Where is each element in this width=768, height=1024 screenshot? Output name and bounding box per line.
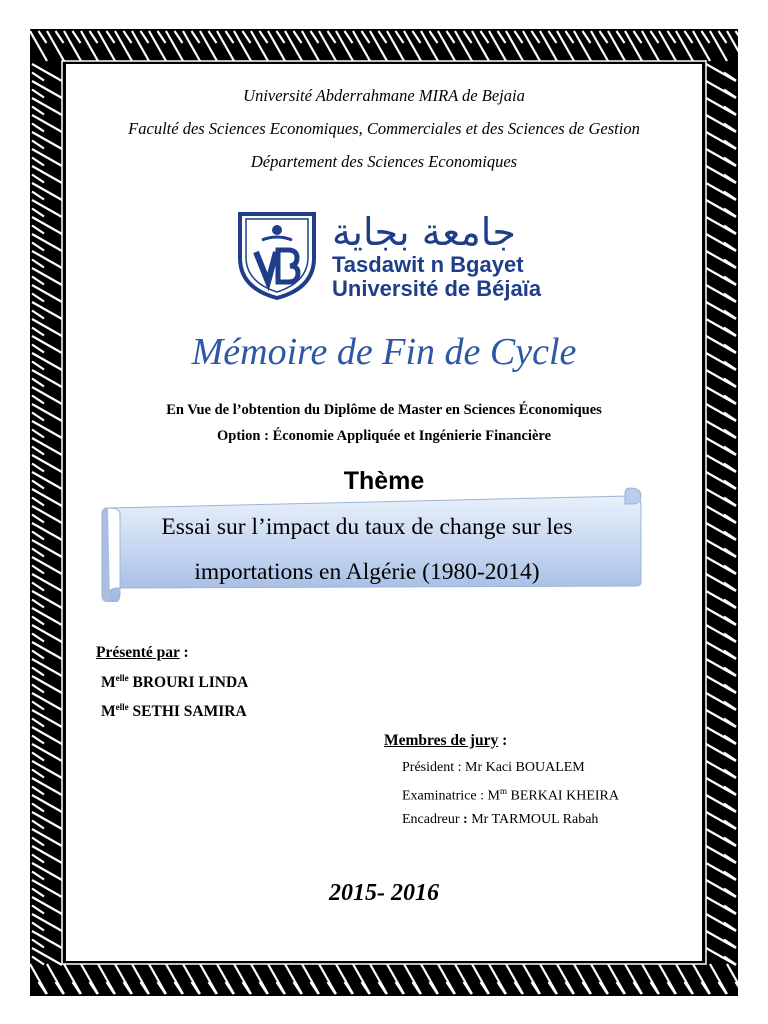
jury-examiner — [402, 786, 619, 805]
logo-tamazight-name: Tasdawit n Bgayet — [332, 252, 524, 277]
theme-label: Thème — [343, 467, 425, 495]
student-1-sup: elle — [115, 673, 129, 683]
jury-supervisor-colon: : — [463, 812, 468, 827]
document-title: Mémoire de Fin de Cycle — [191, 331, 577, 373]
jury-colon: : — [498, 732, 508, 749]
jury-examiner-prefix: Examinatrice : M — [402, 788, 500, 804]
student-1 — [101, 673, 248, 692]
student-2-sup: elle — [115, 702, 129, 712]
jury-president: Président : Mr Kaci BOUALEM — [402, 760, 585, 775]
jury-supervisor-name: Mr TARMOUL Rabah — [467, 812, 599, 827]
theme-line-1: Essai sur l’impact du taux de change sur les — [161, 514, 573, 540]
presented-by-colon: : — [179, 644, 189, 661]
jury-supervisor — [402, 812, 598, 828]
logo-french-name: Université de Béjaïa — [332, 276, 542, 301]
jury-examiner-name: BERKAI KHEIRA — [506, 788, 619, 804]
theme-line-2: importations en Algérie (1980-2014) — [194, 559, 540, 585]
student-1-prefix: M — [101, 674, 116, 692]
department-name: Département des Sciences Economiques — [250, 152, 518, 171]
faculty-name: Faculté des Sciences Economiques, Commerciales et des Sciences de Gestion — [128, 119, 640, 138]
jury-supervisor-label: Encadreur — [402, 812, 464, 827]
academic-year: 2015- 2016 — [329, 880, 439, 906]
jury-heading — [384, 732, 507, 750]
presented-by-label: Présenté par — [96, 644, 180, 661]
degree-purpose: En Vue de l’obtention du Diplôme de Master en Sciences Économiques — [166, 402, 602, 418]
university-name: Université Abderrahmane MIRA de Bejaia — [243, 86, 525, 105]
student-2 — [101, 702, 247, 721]
student-1-name: BROURI LINDA — [128, 674, 249, 692]
student-2-prefix: M — [101, 703, 116, 721]
jury-label: Membres de jury — [384, 732, 499, 749]
theme-title — [107, 505, 627, 595]
university-logo — [232, 208, 552, 300]
logo-arabic-name: جامعة بجاية — [332, 210, 516, 254]
student-2-name: SETHI SAMIRA — [128, 703, 247, 721]
degree-option: Option : Économie Appliquée et Ingénierie Financière — [216, 428, 552, 444]
jury-examiner-sup: m — [499, 786, 507, 796]
presented-by-heading — [96, 644, 189, 662]
university-seal-icon — [232, 208, 322, 300]
